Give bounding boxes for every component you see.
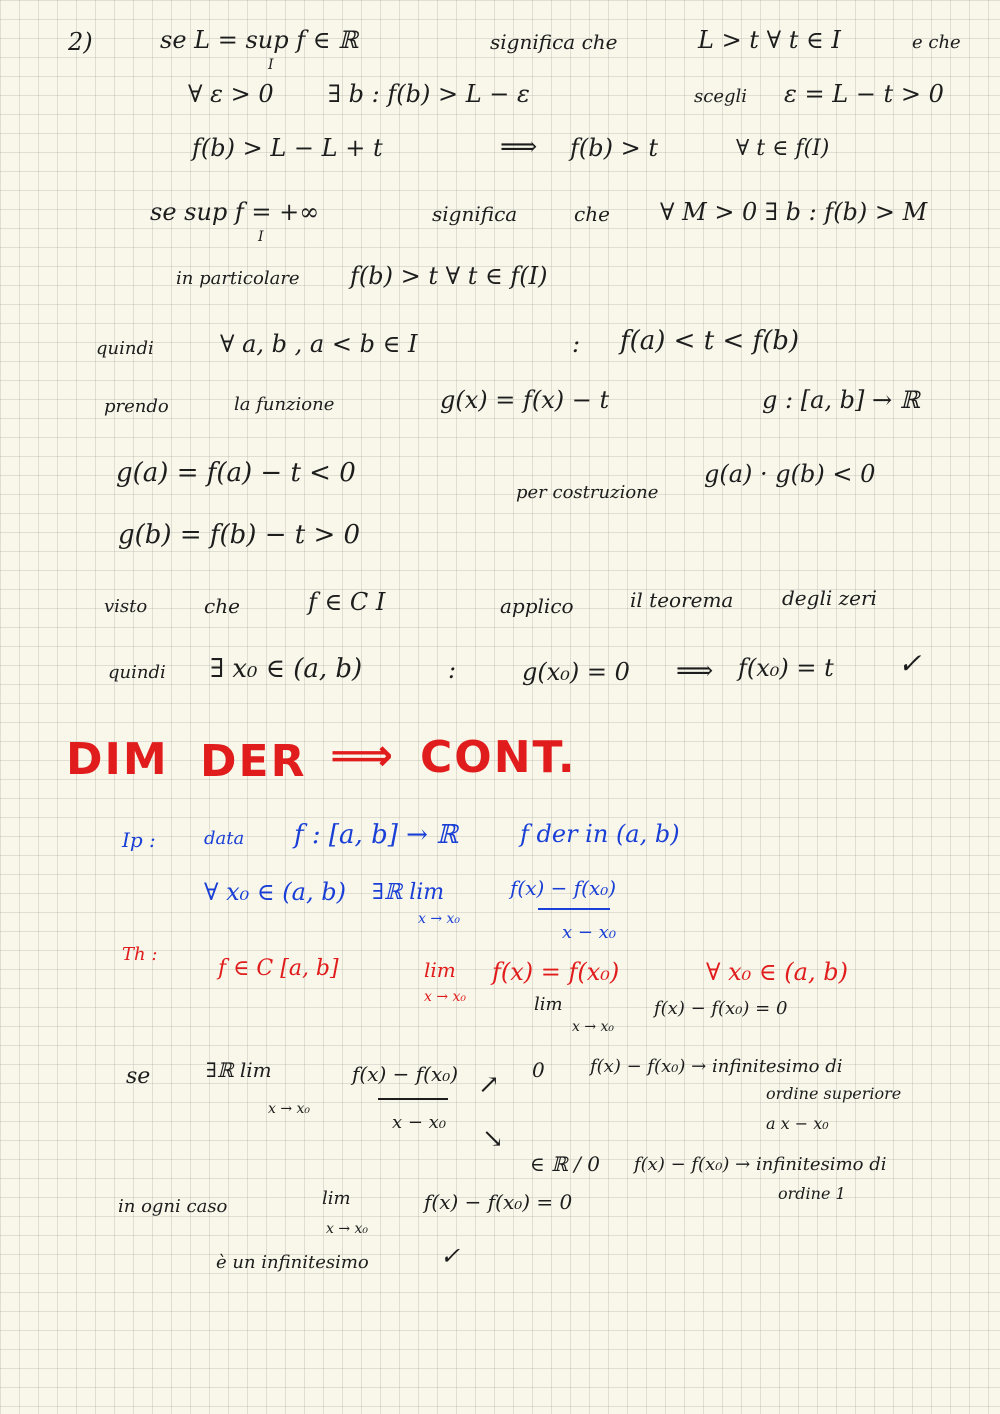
conclusion-infinitesimo: è un infinitesimo xyxy=(216,1252,369,1273)
line1-sup-subscript: I xyxy=(268,57,274,73)
line10-f-in-CI: f ∈ C I xyxy=(308,588,386,616)
line2-exists-b: ∃ b : f(b) > L − ε xyxy=(328,80,530,108)
proof-case2-value: ∈ ℝ / 0 xyxy=(530,1152,600,1176)
line4-sup-subscript: I xyxy=(258,229,264,245)
line1-condition: L > t ∀ t ∈ I xyxy=(698,26,841,54)
hypothesis-exists-lim: ∃ℝ lim xyxy=(372,880,445,905)
thesis-forall-x0: ∀ x₀ ∈ (a, b) xyxy=(706,958,848,986)
line2-eps-choice: ε = L − t > 0 xyxy=(784,80,944,108)
proof-case1-text3: a x − x₀ xyxy=(766,1114,829,1133)
line11-check-mark: ✓ xyxy=(898,647,922,680)
line9-gb: g(b) = f(b) − t > 0 xyxy=(118,520,361,550)
line7-la-funzione: la funzione xyxy=(234,394,335,415)
proof-case1-text: f(x) − f(x₀) → infinitesimo di xyxy=(590,1056,843,1077)
thesis-lim-subscript: x → x₀ xyxy=(424,989,467,1005)
thesis-f-continuous: f ∈ C [a, b] xyxy=(218,956,339,981)
hypothesis-f-derivable: f der in (a, b) xyxy=(520,820,680,848)
line11-quindi: quindi xyxy=(108,662,166,683)
line7-g-domain: g : [a, b] → ℝ xyxy=(762,386,920,414)
hypothesis-data: data xyxy=(204,828,245,849)
conclusion-limit-zero: f(x) − f(x₀) = 0 xyxy=(424,1190,573,1214)
line1-e-che: e che xyxy=(912,32,961,53)
line11-implies: ⟹ xyxy=(676,656,714,686)
thesis-equiv-lim-subscript: x → x₀ xyxy=(572,1019,615,1035)
line4-forall-M: ∀ M > 0 ∃ b : f(b) > M xyxy=(660,198,928,226)
line3-fb-gt-t: f(b) > t xyxy=(570,134,658,162)
thesis-label: Th : xyxy=(122,944,158,965)
thesis-lim: lim xyxy=(424,958,456,982)
heading-dim: DIM xyxy=(66,734,169,785)
line2-forall-eps: ∀ ε > 0 xyxy=(188,80,274,108)
hypothesis-forall-x0: ∀ x₀ ∈ (a, b) xyxy=(204,878,346,906)
hypothesis-label: Ip : xyxy=(122,828,156,852)
line11-f-x0-t: f(x₀) = t xyxy=(738,654,834,682)
heading-implies: ⟹ xyxy=(330,730,396,781)
conclusion-lim-subscript: x → x₀ xyxy=(326,1221,369,1237)
proof-numerator: f(x) − f(x₀) xyxy=(352,1062,459,1086)
line3-fb-ineq: f(b) > L − L + t xyxy=(192,134,383,162)
proof-case1-value: 0 xyxy=(532,1058,545,1082)
line3-forall-t: ∀ t ∈ f(I) xyxy=(736,136,830,161)
line10-degli-zeri: degli zeri xyxy=(782,586,877,610)
line11-exists-x0: ∃ x₀ ∈ (a, b) xyxy=(210,654,363,684)
thesis-limit-equality: f(x) = f(x₀) xyxy=(492,958,620,986)
proof-denominator: x − x₀ xyxy=(392,1112,447,1133)
line11-colon: : xyxy=(448,656,457,684)
line7-prendo: prendo xyxy=(104,396,169,417)
proof-case2-text: f(x) − f(x₀) → infinitesimo di xyxy=(634,1154,887,1175)
line6-quindi: quindi xyxy=(96,338,154,359)
line7-g-definition: g(x) = f(x) − t xyxy=(440,386,610,414)
item-number: 2) xyxy=(68,28,93,56)
line3-implies: ⟹ xyxy=(500,132,538,162)
conclusion-check-mark: ✓ xyxy=(440,1242,461,1270)
line5-in-particolare: in particolare xyxy=(176,268,300,289)
proof-se: se xyxy=(126,1064,151,1089)
line4-significa: significa xyxy=(432,202,518,226)
proof-exists-lim: ∃ℝ lim xyxy=(206,1058,272,1082)
heading-cont: CONT. xyxy=(420,732,577,783)
line6-fa-t-fb: f(a) < t < f(b) xyxy=(620,326,800,356)
line6-forall-ab: ∀ a, b , a < b ∈ I xyxy=(220,330,418,358)
hypothesis-lim-subscript: x → x₀ xyxy=(418,911,461,927)
line8-ga-gb-product: g(a) · g(b) < 0 xyxy=(704,460,876,488)
line10-visto: visto xyxy=(104,596,148,617)
line4-sup-infinity: se sup f = +∞ xyxy=(150,198,320,226)
conclusion-lim: lim xyxy=(322,1188,351,1209)
line1-significa: significa che xyxy=(490,30,618,54)
line11-g-x0-zero: g(x₀) = 0 xyxy=(522,658,630,686)
hypothesis-numerator: f(x) − f(x₀) xyxy=(510,876,617,900)
heading-der: DER xyxy=(200,736,307,787)
proof-arrow-up: ↗ xyxy=(478,1070,500,1100)
proof-case2-text2: ordine 1 xyxy=(778,1184,846,1203)
proof-lim-subscript: x → x₀ xyxy=(268,1101,311,1117)
line1-sup-definition: se L = sup f ∈ ℝ xyxy=(160,26,359,54)
line8-per-costruzione: per costruzione xyxy=(516,482,659,503)
line10-applico: applico xyxy=(500,594,574,618)
proof-fraction-bar xyxy=(378,1098,448,1100)
thesis-equiv-difference: f(x) − f(x₀) = 0 xyxy=(654,998,788,1019)
proof-case1-text2: ordine superiore xyxy=(766,1084,902,1103)
conclusion-in-ogni-caso: in ogni caso xyxy=(118,1196,228,1217)
hypothesis-denominator: x − x₀ xyxy=(562,922,617,943)
thesis-equiv-lim: lim xyxy=(534,994,563,1015)
line8-ga: g(a) = f(a) − t < 0 xyxy=(116,458,356,488)
hypothesis-f-domain: f : [a, b] → ℝ xyxy=(294,820,458,850)
line2-scegli: scegli xyxy=(694,86,748,107)
hypothesis-fraction-bar xyxy=(538,908,610,910)
line10-il-teorema: il teorema xyxy=(630,588,734,612)
line10-che: che xyxy=(204,594,240,618)
line6-colon: : xyxy=(572,330,581,358)
proof-arrow-down: ↘ xyxy=(482,1124,504,1154)
line5-fb-gt-t: f(b) > t ∀ t ∈ f(I) xyxy=(350,262,548,290)
line4-che: che xyxy=(574,202,610,226)
